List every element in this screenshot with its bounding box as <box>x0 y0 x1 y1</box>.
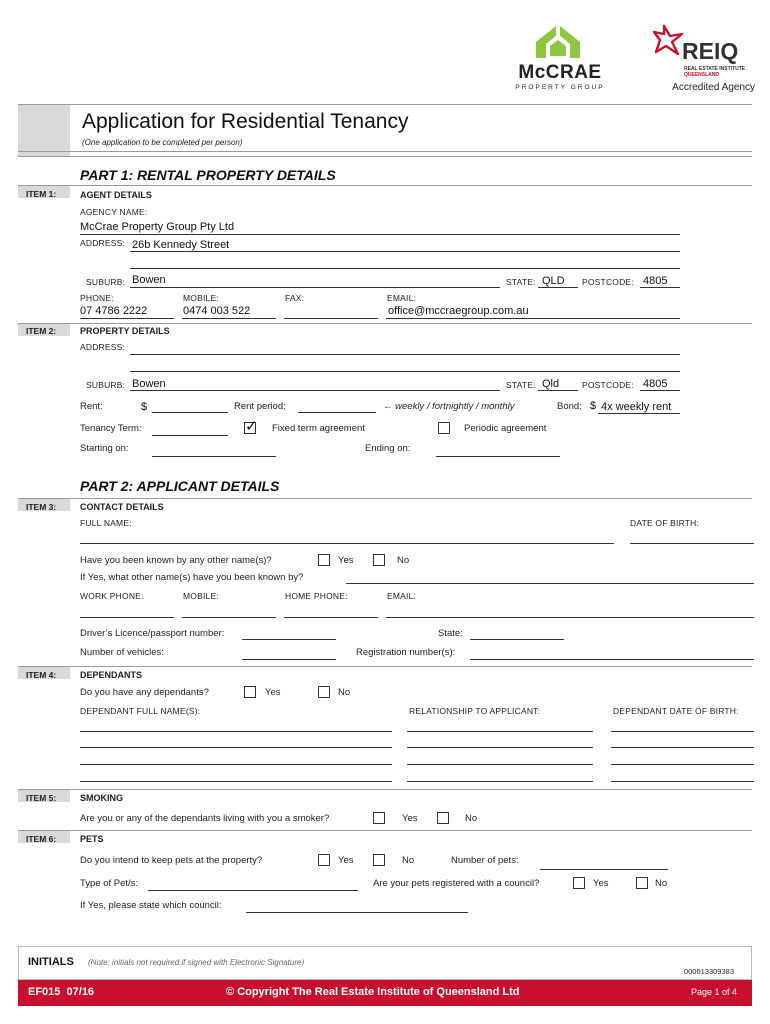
dependant-dob-field-1[interactable] <box>611 731 754 732</box>
agent-phone-field[interactable]: 07 4786 2222 <box>80 305 148 317</box>
relationship-field-4[interactable] <box>407 781 593 782</box>
dependant-dob-field-4[interactable] <box>611 781 754 782</box>
title-side-block <box>18 104 70 156</box>
starting-on-field[interactable] <box>152 456 276 457</box>
council-field[interactable] <box>246 912 468 913</box>
form-code: EF015 07/16 <box>28 986 95 998</box>
dependant-name-field-1[interactable] <box>80 731 392 732</box>
agent-mobile-label: MOBILE: <box>183 293 219 303</box>
pets-yes-label: Yes <box>338 855 354 866</box>
agent-suburb-field[interactable]: Bowen <box>132 274 166 286</box>
dob-field[interactable] <box>630 543 754 544</box>
mccrae-wordmark: McCRAE <box>518 62 602 83</box>
document-number: 000013309383 <box>683 967 734 976</box>
smoking-yes-checkbox[interactable] <box>373 812 385 824</box>
agent-fax-label: FAX: <box>285 293 305 303</box>
full-name-label: FULL NAME: <box>80 518 132 528</box>
licence-state-label: State: <box>438 628 463 639</box>
rent-period-label: Rent period: <box>234 401 286 412</box>
number-of-pets-field[interactable] <box>540 869 668 870</box>
dependant-name-field-4[interactable] <box>80 781 392 782</box>
property-suburb-field[interactable]: Bowen <box>132 378 166 390</box>
pet-type-label: Type of Pet/s: <box>80 878 139 889</box>
smoking-heading: SMOKING <box>80 793 124 803</box>
fixed-term-checkmark-icon: ✓ <box>245 418 258 435</box>
dependant-name-field-3[interactable] <box>80 764 392 765</box>
fixed-term-label: Fixed term agreement <box>272 423 365 434</box>
property-postcode-label: POSTCODE: <box>582 380 634 390</box>
agent-mobile-field[interactable]: 0474 003 522 <box>183 305 251 317</box>
dependants-yes-label: Yes <box>265 687 281 698</box>
pets-question: Do you intend to keep pets at the property? <box>80 855 263 866</box>
dependant-name-col: DEPENDANT FULL NAME(S): <box>80 706 201 716</box>
property-suburb-label: SUBURB: <box>86 380 126 390</box>
agent-email-label: EMAIL: <box>387 293 417 303</box>
agent-address-label: ADDRESS: <box>80 238 126 248</box>
reiq-sub2: QUEENSLAND <box>684 72 720 78</box>
agency-name-label: AGENCY NAME: <box>80 207 148 217</box>
tenancy-term-label: Tenancy Term: <box>80 423 142 434</box>
vehicles-label: Number of vehicles: <box>80 647 164 658</box>
form-subtitle: (One application to be completed per person) <box>82 138 243 147</box>
relationship-col: RELATIONSHIP TO APPLICANT: <box>409 706 541 716</box>
page-number: Page 1 of 4 <box>690 987 737 997</box>
agent-state-label: STATE: <box>506 277 536 287</box>
rent-dollar: $ <box>141 401 148 413</box>
property-state-label: STATE: <box>506 380 536 390</box>
dob-label: DATE OF BIRTH: <box>630 518 700 528</box>
licence-label: Driver’s Licence/passport number: <box>80 628 225 639</box>
smoking-no-label: No <box>465 813 478 824</box>
contact-details-heading: CONTACT DETAILS <box>80 502 164 512</box>
pets-registered-question: Are your pets registered with a council? <box>373 878 540 889</box>
rent-period-field[interactable] <box>298 412 376 413</box>
number-of-pets-label: Number of pets: <box>451 855 519 866</box>
bond-dollar: $ <box>590 400 597 412</box>
initials-note: (Note: initials not required if signed with Electronic Signature) <box>88 958 305 967</box>
rent-field[interactable] <box>152 412 228 413</box>
relationship-field-1[interactable] <box>407 731 593 732</box>
item5-label: ITEM 5: <box>26 793 57 803</box>
property-address-field[interactable] <box>130 354 680 355</box>
agent-address-field[interactable]: 26b Kennedy Street <box>132 239 230 251</box>
ending-on-label: Ending on: <box>365 443 411 454</box>
item6-label: ITEM 6: <box>26 834 57 844</box>
other-names-field[interactable] <box>346 583 754 584</box>
mccrae-logo <box>510 22 610 97</box>
registered-yes-checkbox[interactable] <box>573 877 585 889</box>
agent-postcode-label: POSTCODE: <box>582 277 634 287</box>
council-label: If Yes, please state which council: <box>80 900 222 911</box>
property-postcode-field[interactable]: 4805 <box>643 378 668 390</box>
dependants-no-label: No <box>338 687 351 698</box>
registered-yes-label: Yes <box>593 878 609 889</box>
dependant-dob-field-2[interactable] <box>611 747 754 748</box>
dependant-name-field-2[interactable] <box>80 747 392 748</box>
other-names-question: Have you been known by any other name(s)? <box>80 555 272 566</box>
home-phone-label: HOME PHONE: <box>285 591 348 601</box>
pets-yes-checkbox[interactable] <box>318 854 330 866</box>
reiq-sub1: REAL ESTATE INSTITUTE <box>684 66 746 72</box>
reiq-logo <box>650 22 755 82</box>
reiq-star-icon <box>652 24 686 58</box>
periodic-checkbox[interactable] <box>438 422 450 434</box>
email-label: EMAIL: <box>387 591 417 601</box>
agent-state-field[interactable]: QLD <box>542 275 565 287</box>
agent-postcode-field[interactable]: 4805 <box>643 275 668 287</box>
dependant-dob-col: DEPENDANT DATE OF BIRTH: <box>613 706 739 716</box>
mccrae-house-icon <box>510 22 610 62</box>
dependant-dob-field-3[interactable] <box>611 764 754 765</box>
pet-type-field[interactable] <box>148 890 358 891</box>
other-names-label: If Yes, what other name(s) have you been known by? <box>80 572 304 583</box>
form-title: Application for Residential Tenancy <box>82 110 409 133</box>
item3-label: ITEM 3: <box>26 502 57 512</box>
other-names-no-label: No <box>397 555 410 566</box>
vehicles-field[interactable] <box>242 659 336 660</box>
dependants-no-checkbox[interactable] <box>318 686 330 698</box>
other-names-yes-checkbox[interactable] <box>318 554 330 566</box>
relationship-field-2[interactable] <box>407 747 593 748</box>
work-phone-field[interactable] <box>80 617 174 618</box>
dependants-heading: DEPENDANTS <box>80 670 143 680</box>
work-phone-label: WORK PHONE: <box>80 591 144 601</box>
registered-no-checkbox[interactable] <box>636 877 648 889</box>
registered-no-label: No <box>655 878 668 889</box>
licence-field[interactable] <box>242 639 336 640</box>
agent-email-field[interactable]: office@mccraegroup.com.au <box>388 305 529 317</box>
mobile-field[interactable] <box>182 617 276 618</box>
dependants-question: Do you have any dependants? <box>80 687 209 698</box>
rent-label: Rent: <box>80 401 103 412</box>
agent-phone-label: PHONE: <box>80 293 114 303</box>
ending-on-field[interactable] <box>436 456 560 457</box>
copyright-text: © Copyright The Real Estate Institute of Queensland Ltd <box>226 986 520 998</box>
smoking-yes-label: Yes <box>402 813 418 824</box>
accredited-agency: Accredited Agency <box>672 82 755 93</box>
email-field[interactable] <box>386 617 754 618</box>
item2-label: ITEM 2: <box>26 326 57 336</box>
item4-label: ITEM 4: <box>26 670 57 680</box>
relationship-field-3[interactable] <box>407 764 593 765</box>
smoking-question: Are you or any of the dependants living with you a smoker? <box>80 813 330 824</box>
initials-label: INITIALS <box>28 956 74 968</box>
smoking-no-checkbox[interactable] <box>437 812 449 824</box>
dependants-yes-checkbox[interactable] <box>244 686 256 698</box>
property-address-label: ADDRESS: <box>80 342 126 352</box>
bond-field[interactable]: 4x weekly rent <box>601 401 672 413</box>
pets-no-label: No <box>402 855 415 866</box>
full-name-field[interactable] <box>80 543 614 544</box>
mccrae-sub: PROPERTY GROUP <box>515 84 605 91</box>
part2-heading: PART 2: APPLICANT DETAILS <box>80 478 280 494</box>
periodic-label: Periodic agreement <box>464 423 547 434</box>
rent-period-options: ← weekly / fortnightly / monthly <box>383 401 515 412</box>
bond-label: Bond: <box>557 401 582 412</box>
item1-label: ITEM 1: <box>26 189 57 199</box>
other-names-yes-label: Yes <box>338 555 354 566</box>
pets-no-checkbox[interactable] <box>373 854 385 866</box>
registration-label: Registration number(s): <box>356 647 456 658</box>
mobile-label: MOBILE: <box>183 591 219 601</box>
licence-state-field[interactable] <box>470 639 564 640</box>
agent-details-heading: AGENT DETAILS <box>80 190 152 200</box>
agency-name-field[interactable]: McCrae Property Group Pty Ltd <box>80 221 235 233</box>
pets-heading: PETS <box>80 834 104 844</box>
tenancy-term-field[interactable] <box>152 435 228 436</box>
agent-suburb-label: SUBURB: <box>86 277 126 287</box>
other-names-no-checkbox[interactable] <box>373 554 385 566</box>
starting-on-label: Starting on: <box>80 443 129 454</box>
property-details-heading: PROPERTY DETAILS <box>80 326 170 336</box>
property-state-field[interactable]: Qld <box>542 378 560 390</box>
registration-field[interactable] <box>470 659 754 660</box>
part1-heading: PART 1: RENTAL PROPERTY DETAILS <box>80 167 336 183</box>
home-phone-field[interactable] <box>284 617 378 618</box>
reiq-wordmark: REIQ <box>682 38 739 64</box>
